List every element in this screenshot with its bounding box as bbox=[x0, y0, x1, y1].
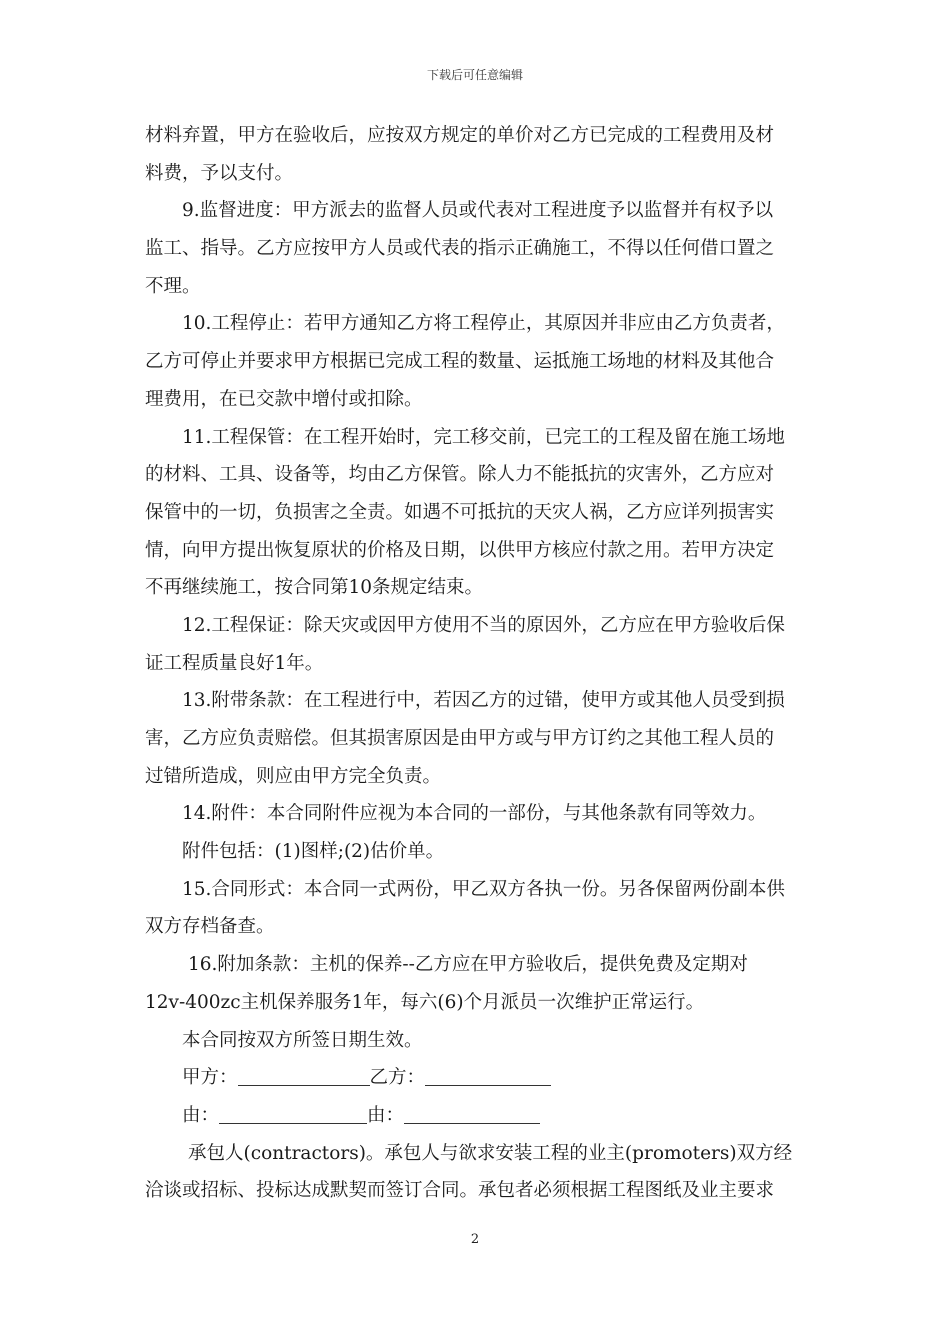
text-line: 16.附加条款：主机的保养--乙方应在甲方验收后，提供免费及定期对 bbox=[188, 954, 748, 976]
signature-line-parties bbox=[145, 1059, 807, 1097]
text-line: 过错所造成，则应由甲方完全负责。 bbox=[145, 765, 442, 787]
text-line: 11.工程保管：在工程开始时，完工移交前，已完工的工程及留在施工场地 bbox=[182, 426, 785, 448]
closing-paragraph bbox=[145, 1135, 807, 1210]
text-line: 不再继续施工，按合同第10条规定结束。 bbox=[145, 577, 484, 599]
text-line: 害，乙方应负责赔偿。但其损害原因是由甲方或与甲方订约之其他工程人员的 bbox=[145, 728, 775, 749]
text-line: 14.附件：本合同附件应视为本合同的一部份，与其他条款有同等效力。 bbox=[182, 803, 767, 825]
party-a-blank bbox=[238, 1065, 370, 1086]
page-number: 2 bbox=[470, 1232, 480, 1247]
text-line: 保管中的一切，负损害之全责。如遇不可抵抗的天灾人祸，乙方应详列损害实 bbox=[145, 501, 775, 523]
text-line: 洽谈或招标、投标达成默契而签订合同。承包者必须根据工程图纸及业主要求 bbox=[145, 1180, 775, 1202]
by-a-blank bbox=[219, 1103, 367, 1124]
text-line: 附件包括：(1)图样;(2)估价单。 bbox=[182, 841, 445, 863]
text-line: 证工程质量良好1年。 bbox=[145, 652, 324, 674]
text-line: 本合同按双方所签日期生效。 bbox=[182, 1029, 423, 1051]
text-line: 不理。 bbox=[145, 275, 201, 297]
page-header: 下载后可任意编辑 bbox=[426, 68, 523, 82]
by-label-b: 由： bbox=[367, 1104, 405, 1126]
text-line: 的材料、工具、设备等，均由乙方保管。除人力不能抵抗的灾害外，乙方应对 bbox=[145, 464, 775, 486]
text-line: 12.工程保证：除天灾或因甲方使用不当的原因外，乙方应在甲方验收后保 bbox=[182, 614, 785, 636]
party-b-blank bbox=[425, 1065, 551, 1086]
text-line: 材料弃置，甲方在验收后，应按双方规定的单价对乙方已完成的工程费用及材 bbox=[145, 125, 775, 146]
text-line: 9.监督进度：甲方派去的监督人员或代表对工程进度予以监督并有权予以 bbox=[182, 200, 774, 222]
text-line: 料费，予以支付。 bbox=[145, 162, 294, 184]
text-line: 承包人(contractors)。承包人与欲求安装工程的业主(promoters)双方经 bbox=[188, 1142, 793, 1164]
signature-line-by bbox=[145, 1097, 807, 1135]
text-line: 双方存档备查。 bbox=[145, 916, 275, 938]
text-line: 10.工程停止：若甲方通知乙方将工程停止，其原因并非应由乙方负责者， bbox=[182, 313, 785, 335]
text-line: 12v-400zc主机保养服务1年，每六(6)个月派员一次维护正常运行。 bbox=[145, 991, 705, 1013]
party-b-label: 乙方： bbox=[369, 1067, 426, 1089]
text-line: 理费用，在已交款中增付或扣除。 bbox=[145, 388, 423, 410]
contract-clauses bbox=[145, 117, 807, 1059]
text-line: 15.合同形式：本合同一式两份，甲乙双方各执一份。另各保留两份副本供 bbox=[182, 878, 785, 900]
text-line: 监工、指导。乙方应按甲方人员或代表的指示正确施工，不得以任何借口置之 bbox=[145, 238, 775, 260]
by-label-a: 由： bbox=[182, 1104, 220, 1126]
party-a-label: 甲方： bbox=[182, 1067, 238, 1089]
by-b-blank bbox=[404, 1103, 540, 1124]
text-line: 13.附带条款：在工程进行中，若因乙方的过错，使甲方或其他人员受到损 bbox=[182, 690, 785, 712]
document-body bbox=[145, 117, 807, 1210]
text-line: 情，向甲方提出恢复原状的价格及日期，以供甲方核应付款之用。若甲方决定 bbox=[145, 539, 775, 561]
text-line: 乙方可停止并要求甲方根据已完成工程的数量、运抵施工场地的材料及其他合 bbox=[145, 351, 775, 373]
